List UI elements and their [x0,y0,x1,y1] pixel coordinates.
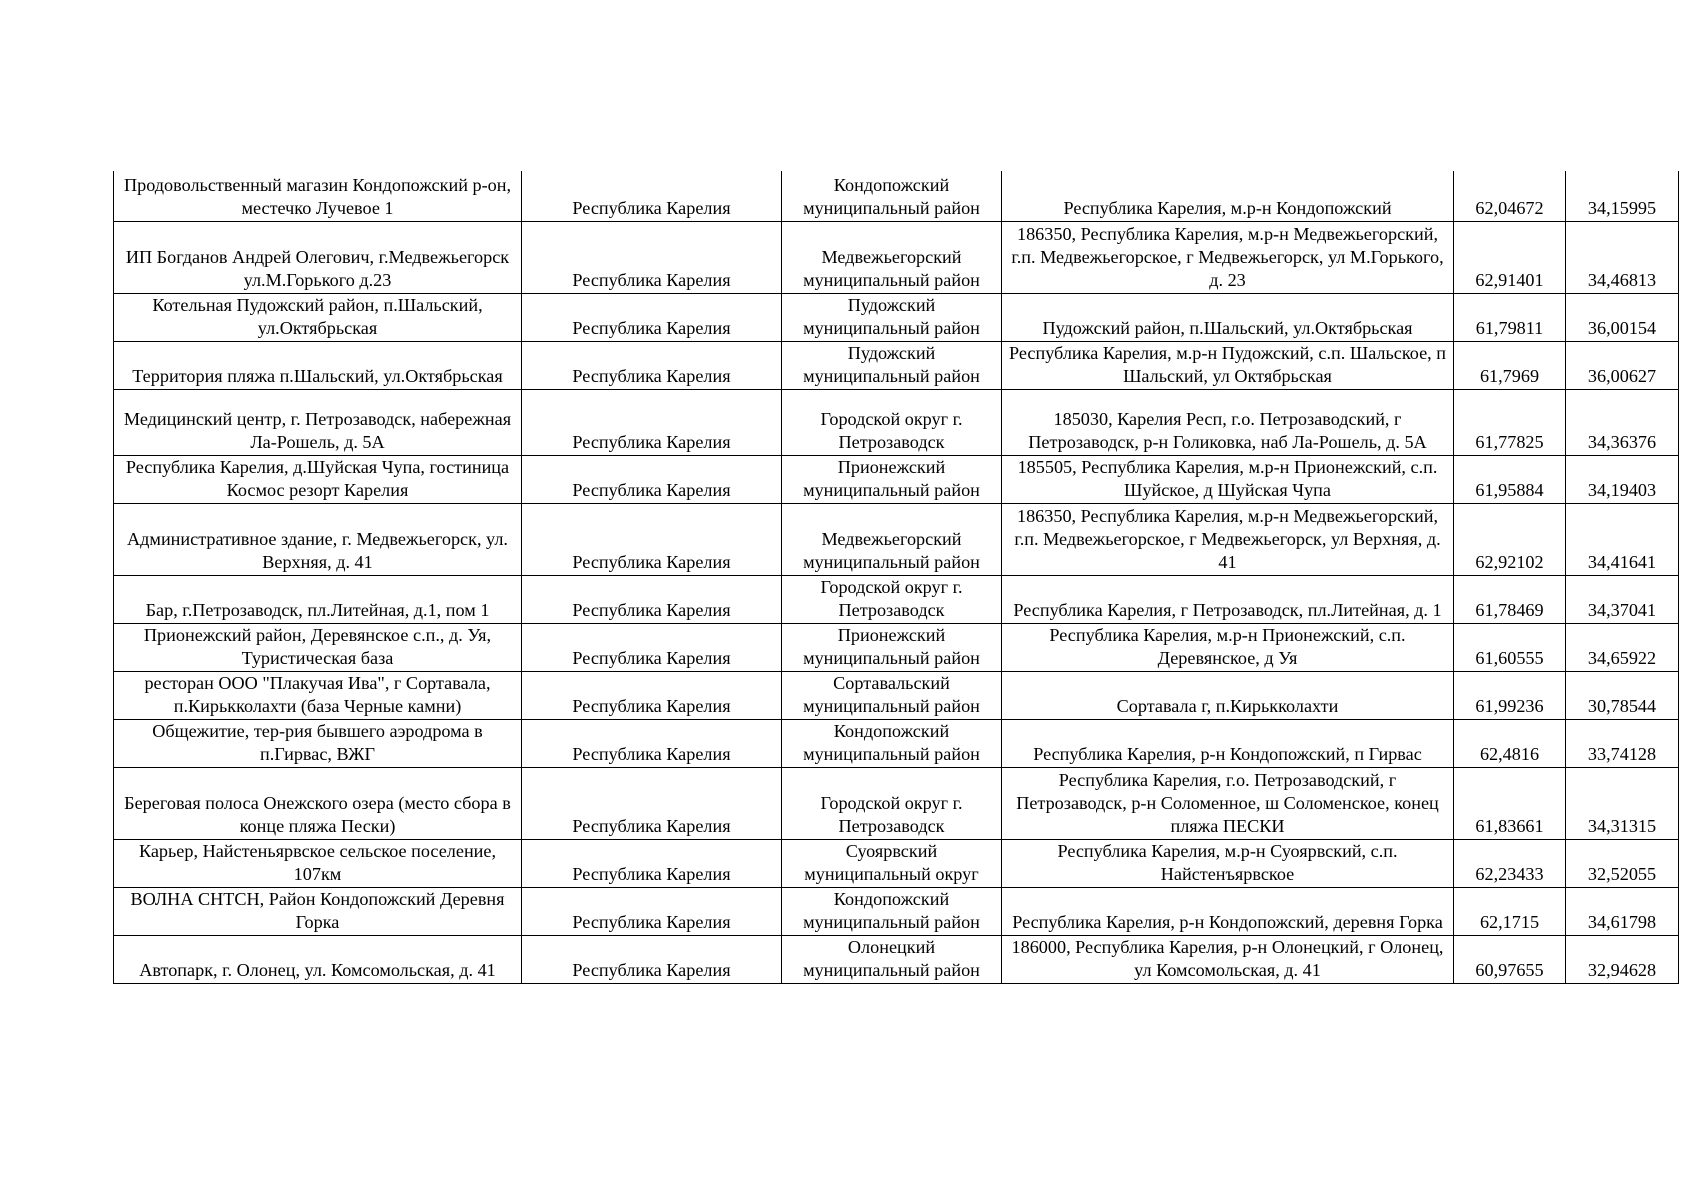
latitude-cell: 61,7969 [1454,341,1566,389]
region-cell: Республика Карелия [522,623,782,671]
latitude-cell: 62,91401 [1454,221,1566,293]
longitude-cell: 33,74128 [1566,719,1679,767]
address-cell: Республика Карелия, г Петрозаводск, пл.Литейная, д. 1 [1002,575,1454,623]
table-row [114,575,1679,623]
location-name-cell: Карьер, Найстеньярвское сельское поселение, 107км [114,839,522,887]
address-cell: 185505, Республика Карелия, м.р-н Прионежский, с.п. Шуйское, д Шуйская Чупа [1002,455,1454,503]
municipality-cell: Городской округ г. Петрозаводск [782,389,1002,455]
table-row [114,719,1679,767]
table-row [114,623,1679,671]
location-name-cell: Прионежский район, Деревянское с.п., д. Уя, Туристическая база [114,623,522,671]
location-name-cell: Республика Карелия, д.Шуйская Чупа, гостиница Космос резорт Карелия [114,455,522,503]
region-cell: Республика Карелия [522,503,782,575]
latitude-cell: 60,97655 [1454,935,1566,983]
longitude-cell: 34,15995 [1566,171,1679,221]
address-cell: Республика Карелия, р-н Кондопожский, п Гирвас [1002,719,1454,767]
longitude-cell: 30,78544 [1566,671,1679,719]
longitude-cell: 34,36376 [1566,389,1679,455]
region-cell: Республика Карелия [522,935,782,983]
location-name-cell: Бар, г.Петрозаводск, пл.Литейная, д.1, пом 1 [114,575,522,623]
longitude-cell: 34,46813 [1566,221,1679,293]
region-cell: Республика Карелия [522,767,782,839]
latitude-cell: 61,95884 [1454,455,1566,503]
table-row [114,171,1679,221]
address-cell: Республика Карелия, м.р-н Кондопожский [1002,171,1454,221]
table-row [114,389,1679,455]
latitude-cell: 61,60555 [1454,623,1566,671]
region-cell: Республика Карелия [522,171,782,221]
address-cell: 186350, Республика Карелия, м.р-н Медвежьегорский, г.п. Медвежьегорское, г Медвежьегорск, ул М.Горького, д. 23 [1002,221,1454,293]
table-row [114,221,1679,293]
longitude-cell: 32,52055 [1566,839,1679,887]
table-row [114,293,1679,341]
address-cell: Республика Карелия, р-н Кондопожский, деревня Горка [1002,887,1454,935]
table-row [114,935,1679,983]
municipality-cell: Сортавальский муниципальный район [782,671,1002,719]
location-name-cell: Общежитие, тер-рия бывшего аэродрома в п.Гирвас, ВЖГ [114,719,522,767]
location-name-cell: Котельная Пудожский район, п.Шальский, ул.Октябрьская [114,293,522,341]
location-name-cell: ВОЛНА СНТСН, Район Кондопожский Деревня Горка [114,887,522,935]
municipality-cell: Городской округ г. Петрозаводск [782,767,1002,839]
region-cell: Республика Карелия [522,341,782,389]
address-cell: 186000, Республика Карелия, р-н Олонецкий, г Олонец, ул Комсомольская, д. 41 [1002,935,1454,983]
region-cell: Республика Карелия [522,575,782,623]
municipality-cell: Городской округ г. Петрозаводск [782,575,1002,623]
municipality-cell: Кондопожский муниципальный район [782,719,1002,767]
location-name-cell: Береговая полоса Онежского озера (место сбора в конце пляжа Пески) [114,767,522,839]
region-cell: Республика Карелия [522,455,782,503]
location-name-cell: Территория пляжа п.Шальский, ул.Октябрьская [114,341,522,389]
longitude-cell: 36,00627 [1566,341,1679,389]
location-name-cell: Медицинский центр, г. Петрозаводск, набережная Ла-Рошель, д. 5А [114,389,522,455]
address-cell: Республика Карелия, м.р-н Суоярвский, с.п. Найстенъярвское [1002,839,1454,887]
latitude-cell: 62,23433 [1454,839,1566,887]
latitude-cell: 61,78469 [1454,575,1566,623]
location-name-cell: Продовольственный магазин Кондопожский р-он, местечко Лучевое 1 [114,171,522,221]
latitude-cell: 62,4816 [1454,719,1566,767]
table-row [114,455,1679,503]
location-name-cell: ИП Богданов Андрей Олегович, г.Медвежьегорск ул.М.Горького д.23 [114,221,522,293]
municipality-cell: Пудожский муниципальный район [782,341,1002,389]
region-cell: Республика Карелия [522,221,782,293]
municipality-cell: Медвежьегорский муниципальный район [782,221,1002,293]
region-cell: Республика Карелия [522,389,782,455]
longitude-cell: 36,00154 [1566,293,1679,341]
longitude-cell: 34,61798 [1566,887,1679,935]
municipality-cell: Олонецкий муниципальный район [782,935,1002,983]
table-row [114,341,1679,389]
address-cell: Республика Карелия, г.о. Петрозаводский, г Петрозаводск, р-н Соломенное, ш Соломенское, конец пляжа ПЕСКИ [1002,767,1454,839]
municipality-cell: Суоярвский муниципальный округ [782,839,1002,887]
locations-table [113,171,1679,984]
locations-table-body [114,171,1679,983]
municipality-cell: Прионежский муниципальный район [782,623,1002,671]
table-row [114,887,1679,935]
address-cell: 186350, Республика Карелия, м.р-н Медвежьегорский, г.п. Медвежьегорское, г Медвежьегорск, ул Верхняя, д. 41 [1002,503,1454,575]
address-cell: Республика Карелия, м.р-н Прионежский, с.п. Деревянское, д Уя [1002,623,1454,671]
region-cell: Республика Карелия [522,671,782,719]
longitude-cell: 34,65922 [1566,623,1679,671]
longitude-cell: 34,41641 [1566,503,1679,575]
location-name-cell: Административное здание, г. Медвежьегорск, ул. Верхняя, д. 41 [114,503,522,575]
region-cell: Республика Карелия [522,719,782,767]
latitude-cell: 62,92102 [1454,503,1566,575]
latitude-cell: 62,04672 [1454,171,1566,221]
latitude-cell: 62,1715 [1454,887,1566,935]
region-cell: Республика Карелия [522,293,782,341]
longitude-cell: 34,31315 [1566,767,1679,839]
latitude-cell: 61,83661 [1454,767,1566,839]
longitude-cell: 34,19403 [1566,455,1679,503]
region-cell: Республика Карелия [522,839,782,887]
municipality-cell: Медвежьегорский муниципальный район [782,503,1002,575]
municipality-cell: Кондопожский муниципальный район [782,887,1002,935]
latitude-cell: 61,79811 [1454,293,1566,341]
address-cell: Сортавала г, п.Кирькколахти [1002,671,1454,719]
longitude-cell: 32,94628 [1566,935,1679,983]
location-name-cell: Автопарк, г. Олонец, ул. Комсомольская, д. 41 [114,935,522,983]
latitude-cell: 61,99236 [1454,671,1566,719]
table-row [114,503,1679,575]
table-row [114,671,1679,719]
location-name-cell: ресторан ООО "Плакучая Ива", г Сортавала, п.Кирькколахти (база Черные камни) [114,671,522,719]
region-cell: Республика Карелия [522,887,782,935]
table-row [114,767,1679,839]
address-cell: 185030, Карелия Респ, г.о. Петрозаводский, г Петрозаводск, р-н Голиковка, наб Ла-Рошель, д. 5А [1002,389,1454,455]
municipality-cell: Кондопожский муниципальный район [782,171,1002,221]
municipality-cell: Прионежский муниципальный район [782,455,1002,503]
address-cell: Пудожский район, п.Шальский, ул.Октябрьская [1002,293,1454,341]
latitude-cell: 61,77825 [1454,389,1566,455]
table-row [114,839,1679,887]
longitude-cell: 34,37041 [1566,575,1679,623]
municipality-cell: Пудожский муниципальный район [782,293,1002,341]
address-cell: Республика Карелия, м.р-н Пудожский, с.п. Шальское, п Шальский, ул Октябрьская [1002,341,1454,389]
